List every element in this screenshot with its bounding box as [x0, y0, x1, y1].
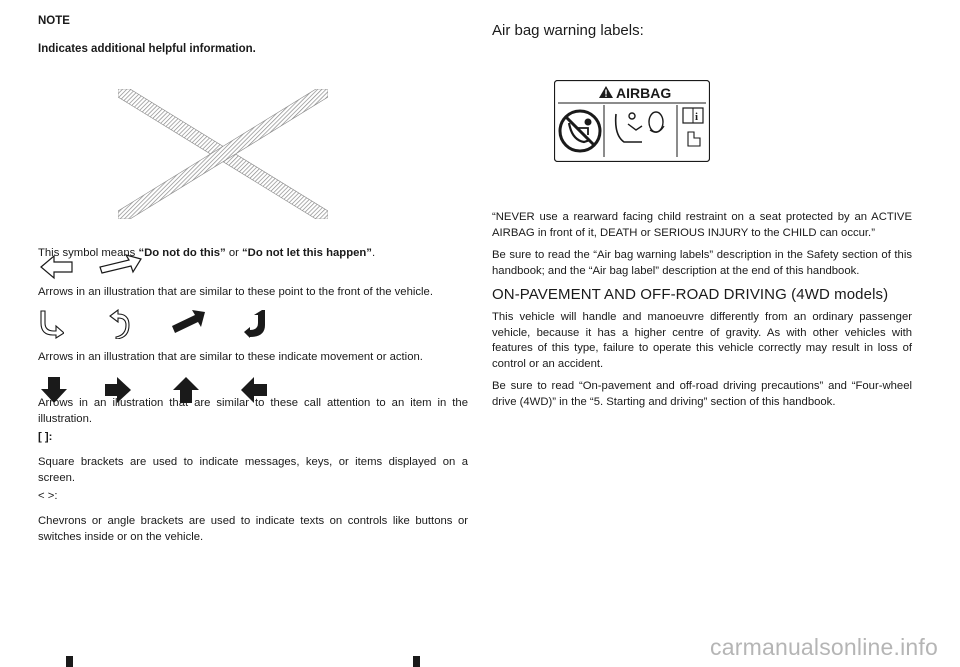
do-not-do-this: “Do not do this” [138, 247, 226, 259]
front-arrow-outline-icon [40, 254, 74, 280]
do-not-x-icon [118, 89, 328, 219]
arrows-front-text: Arrows in an illustration that are similar to these point to the front of the vehicle. [38, 286, 433, 298]
curved-arrow-up-icon [106, 309, 130, 339]
symbol-meaning-text: This symbol means “Do not do this” or “Do not let this happen”. [38, 247, 376, 259]
do-not-let-this-happen: “Do not let this happen” [242, 247, 372, 259]
left-column [38, 14, 468, 543]
handling-text: This vehicle will handle and manoeuvre differently from an ordinary passenger vehicle, because it has a higher centre of gravity. As with other vehicles with features of this type, failure to operate this vehicle correctly may result in loss of control or an accident. [492, 311, 912, 370]
brackets-symbol: [ ]: [38, 431, 53, 443]
front-arrow-angled-outline-icon [98, 254, 142, 280]
curved-arrow-down-icon [40, 309, 64, 339]
movement-arrows-row [38, 309, 468, 339]
chevrons-text: Chevrons or angle brackets are used to indicate texts on controls like buttons or switches inside or on the vehicle. [38, 515, 468, 543]
airbag-warning-label-icon [554, 80, 710, 162]
svg-text:i: i [695, 111, 699, 123]
brackets-text: Square brackets are used to indicate messages, keys, or items displayed on a screen. [38, 456, 468, 484]
note-title: NOTE [38, 15, 70, 27]
airbag-warning-labels-title: Air bag warning labels: [492, 22, 644, 39]
footer-crop-mark-right [413, 656, 420, 667]
solid-curved-arrow-icon [244, 309, 266, 339]
section-heading: ON-PAVEMENT AND OFF-ROAD DRIVING (4WD models) [492, 286, 889, 303]
arrows-movement-text: Arrows in an illustration that are similar to these indicate movement or action. [38, 351, 423, 363]
quote-text: “NEVER use a rearward facing child restraint on a seat protected by an ACTIVE AIRBAG in front of it, DEATH or SERIOUS INJURY to the CHILD can occur.” [492, 211, 912, 239]
front-arrows-row [38, 254, 468, 284]
footer-crop-mark-left [66, 656, 73, 667]
watermark: carmanualsonline.info [710, 634, 938, 660]
arrows-attention-text: Arrows in an illustration that are similar to these call attention to an item in the illustration. [38, 397, 468, 425]
read-text: Be sure to read the “Air bag warning labels” description in the Safety section of this handbook; and the “Air bag label” description at the end of this handbook. [492, 249, 912, 277]
solid-arrow-diagonal-icon [170, 309, 206, 335]
precautions-text: Be sure to read “On-pavement and off-road driving precautions” and “Four-wheel drive (4WD)” in the “5. Starting and driving” section of this handbook. [492, 380, 912, 408]
note-text: Indicates additional helpful information. [38, 42, 256, 55]
chevrons-symbol: < >: [38, 490, 58, 502]
airbag-label-text: AIRBAG [616, 85, 672, 101]
